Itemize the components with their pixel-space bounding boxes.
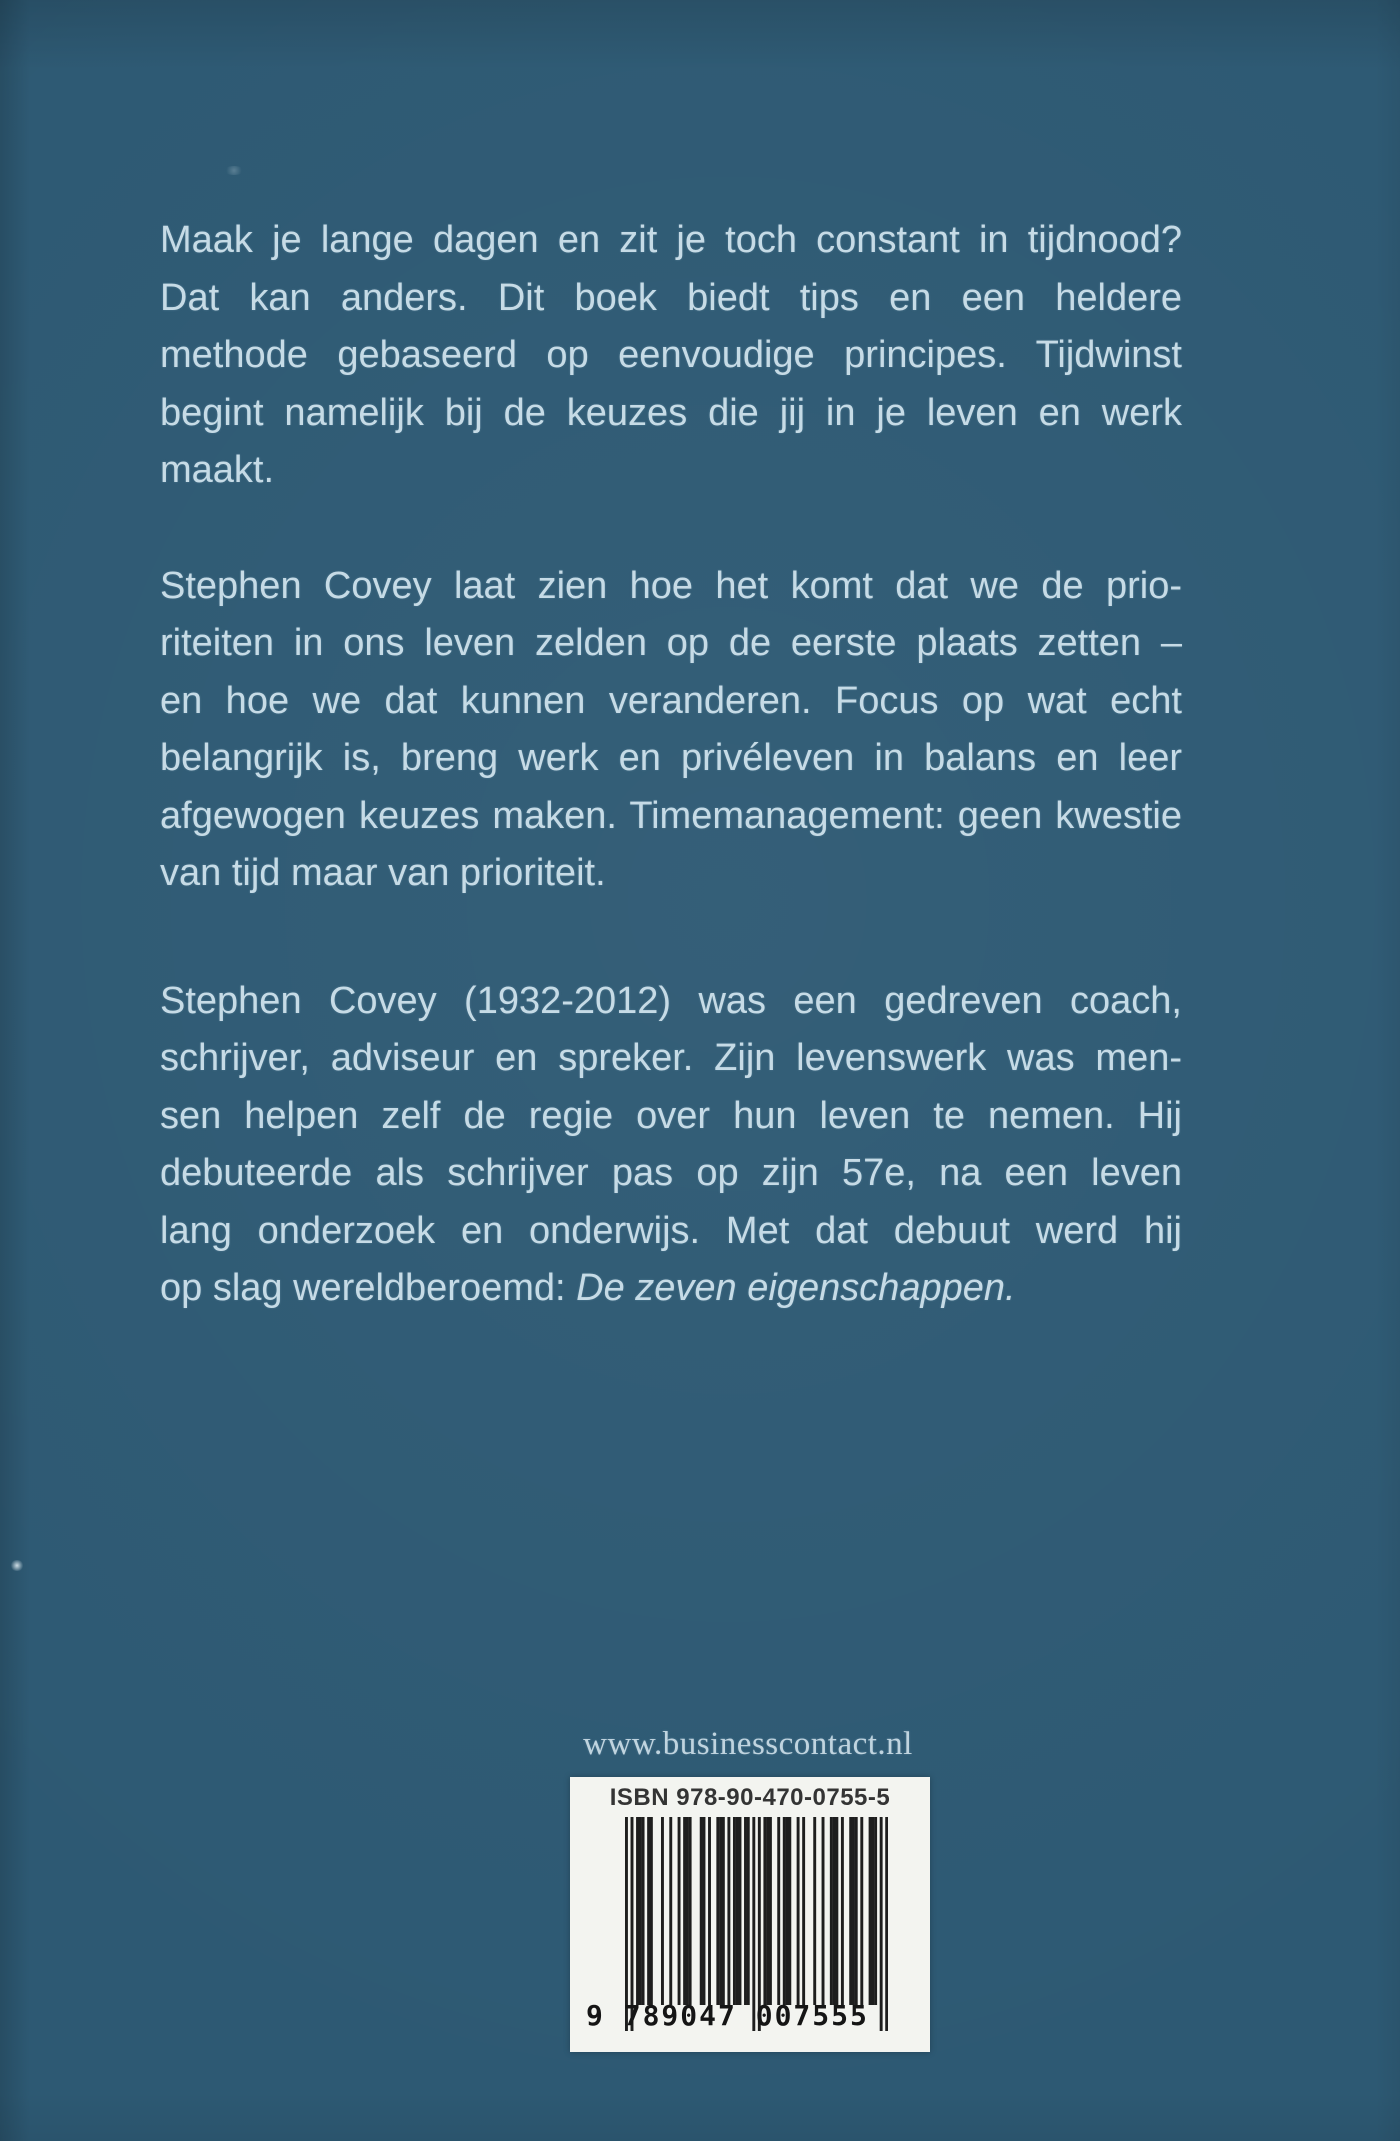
paragraph-method	[160, 558, 1182, 903]
text-line: lang onderzoek en onderwijs. Met dat debuut werd hij	[160, 1209, 1182, 1252]
paragraph-intro	[160, 212, 1182, 500]
text-line: sen helpen zelf de regie over hun leven te nemen. Hij	[160, 1094, 1182, 1137]
text-line: Stephen Covey laat zien hoe het komt dat we de prio-	[160, 564, 1182, 607]
text-line: afgewogen keuzes maken. Timemanagement: geen kwestie	[160, 794, 1182, 837]
text-line: belangrijk is, breng werk en privéleven in balans en leer	[160, 737, 1182, 779]
paragraph-author-bio	[160, 973, 1182, 1318]
blurb-text-block	[160, 212, 1182, 1318]
paragraph-method-lines	[160, 558, 1182, 903]
isbn-number: ISBN 978-90-470-0755-5	[609, 1784, 891, 1811]
ean-digits: 9 789047 007555	[586, 1999, 869, 2032]
text-line: schrijver, adviseur en spreker. Zijn levenswerk was men-	[160, 1037, 1182, 1079]
text-line: Dat kan anders. Dit boek biedt tips en een heldere	[160, 276, 1182, 319]
photo-dust-speck	[224, 166, 244, 175]
text-line: van tijd maar van prioriteit.	[160, 852, 606, 894]
book-title-italic: De zeven eigenschappen.	[576, 1267, 1016, 1309]
text-line: methode gebaseerd op eenvoudige principes. Tijdwinst	[160, 334, 1182, 376]
text-line: begint namelijk bij de keuzes die jij in je leven en werk	[160, 391, 1182, 434]
last-line-normal-text: op slag wereldberoemd:	[160, 1267, 577, 1309]
photo-dust-speck	[10, 1560, 24, 1571]
text-line: debuteerde als schrijver pas op zijn 57e, na een leven	[160, 1152, 1182, 1194]
author-bio-last-line	[160, 1260, 1182, 1318]
paragraph-author-bio-lines	[160, 973, 1182, 1261]
paragraph-intro-lines	[160, 212, 1182, 500]
barcode-label	[570, 1777, 930, 2052]
publisher-website-url: www.businesscontact.nl	[583, 1726, 913, 1762]
text-line: Maak je lange dagen en zit je toch constant in tijdnood?	[160, 219, 1182, 261]
text-line: riteiten in ons leven zelden op de eerste plaats zetten –	[160, 622, 1182, 664]
text-line: en hoe we dat kunnen veranderen. Focus op wat echt	[160, 679, 1182, 722]
text-line: maakt.	[160, 449, 275, 491]
text-line: Stephen Covey (1932-2012) was een gedreven coach,	[160, 979, 1182, 1022]
